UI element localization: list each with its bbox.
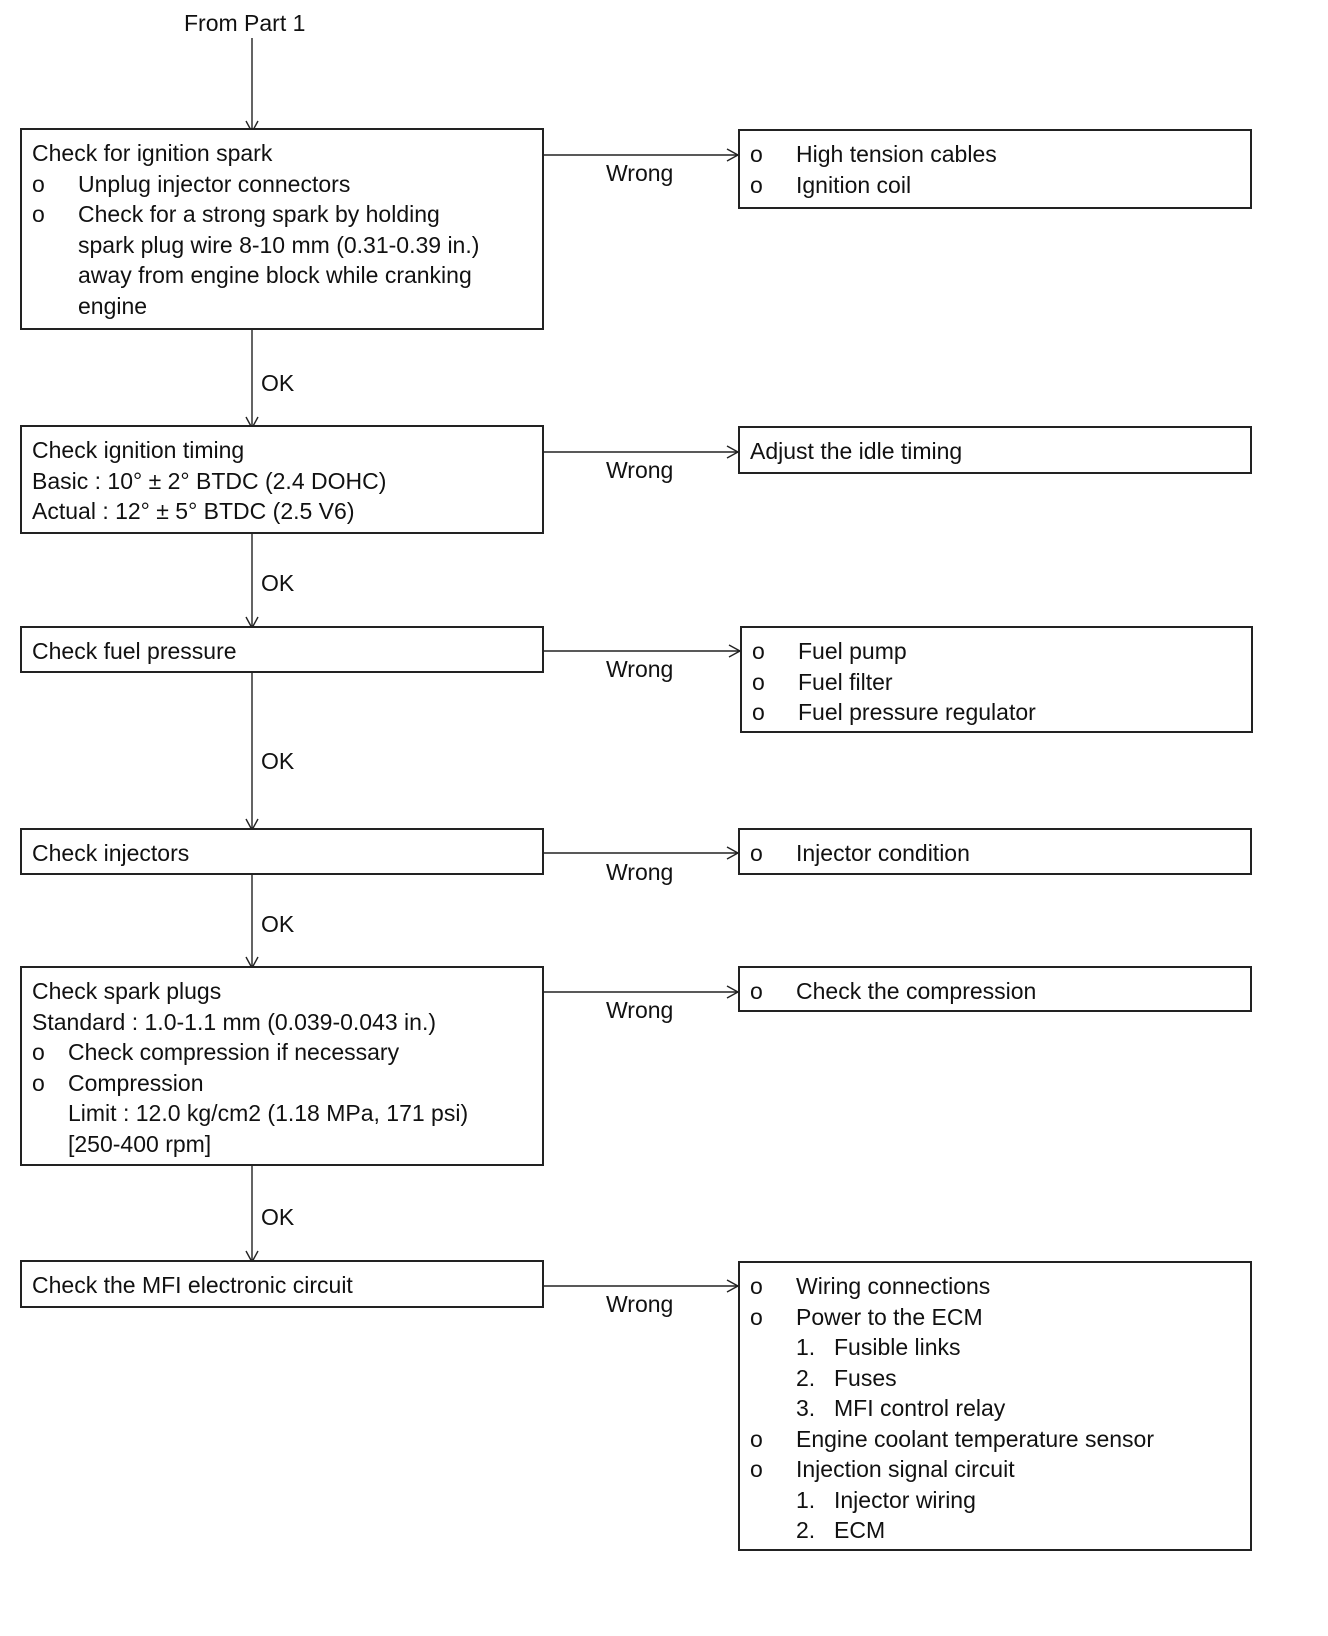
bullet-icon: o — [750, 978, 763, 1004]
bullet-icon: o — [32, 1039, 45, 1065]
bullet-icon: o — [32, 201, 45, 227]
step-text: engine — [78, 292, 148, 319]
cause-item: Adjust the idle timing — [750, 438, 963, 464]
ok-label: OK — [261, 748, 295, 774]
cause-item: Fuel filter — [798, 668, 893, 695]
ok-label: OK — [261, 1204, 295, 1230]
step-title: Check for ignition spark — [32, 140, 273, 166]
step-title: Check fuel pressure — [32, 638, 237, 664]
step-box-fuel-pressure — [20, 626, 544, 673]
sub-number: 2. — [796, 1364, 816, 1391]
step-text: away from engine block while cranking — [78, 262, 472, 288]
step-title: Check spark plugs — [32, 978, 222, 1004]
bullet-icon: o — [32, 170, 45, 197]
step-box-injectors — [20, 828, 544, 875]
step-title: Check ignition timing — [32, 437, 245, 463]
wrong-box-fuel-pressure — [740, 626, 1253, 733]
cause-item: Fuel pressure regulator — [798, 699, 1036, 725]
bullet-icon: o — [750, 141, 763, 167]
wrong-label: Wrong — [606, 1291, 674, 1317]
step-text: [250-400 rpm] — [68, 1130, 212, 1157]
bullet-icon: o — [750, 840, 763, 866]
wrong-box-injectors — [738, 828, 1252, 875]
ok-label: OK — [261, 570, 295, 596]
wrong-label: Wrong — [606, 160, 674, 186]
step-box-ignition-spark — [20, 128, 544, 330]
step-text: spark plug wire 8-10 mm (0.31-0.39 in.) — [78, 231, 480, 258]
cause-item: Ignition coil — [796, 171, 912, 198]
sub-item: Injector wiring — [834, 1486, 976, 1513]
sub-number: 2. — [796, 1517, 816, 1543]
step-bullet: Compression — [68, 1069, 204, 1096]
bullet-icon: o — [750, 1273, 763, 1299]
bullet-icon: o — [752, 668, 765, 695]
wrong-box-mfi-circuit — [738, 1261, 1252, 1551]
wrong-box-spark-plugs — [738, 966, 1252, 1012]
step-bullet: Check compression if necessary — [68, 1039, 400, 1065]
step-box-mfi-circuit — [20, 1260, 544, 1308]
step-title: Check injectors — [32, 840, 190, 866]
cause-item: Check the compression — [796, 978, 1037, 1004]
bullet-icon: o — [750, 1456, 763, 1482]
bullet-icon: o — [750, 1303, 763, 1330]
sub-item: MFI control relay — [834, 1395, 1006, 1421]
cause-item: Power to the ECM — [796, 1303, 983, 1330]
sub-item: Fuses — [834, 1364, 897, 1391]
cause-item: High tension cables — [796, 141, 997, 167]
step-title: Check the MFI electronic circuit — [32, 1272, 353, 1298]
bullet-icon: o — [750, 171, 763, 198]
ok-label: OK — [261, 911, 295, 937]
step-bullet: Check for a strong spark by holding — [78, 201, 440, 227]
step-text: Limit : 12.0 kg/cm2 (1.18 MPa, 171 psi) — [68, 1100, 469, 1126]
bullet-icon: o — [32, 1069, 45, 1096]
wrong-label: Wrong — [606, 997, 674, 1023]
sub-number: 3. — [796, 1395, 816, 1421]
wrong-label: Wrong — [606, 859, 674, 885]
step-spec: Standard : 1.0-1.1 mm (0.039-0.043 in.) — [32, 1008, 436, 1035]
wrong-label: Wrong — [606, 656, 674, 682]
step-spec: Actual : 12° ± 5° BTDC (2.5 V6) — [32, 498, 355, 524]
bullet-icon: o — [750, 1425, 763, 1452]
cause-item: Fuel pump — [798, 638, 907, 664]
wrong-label: Wrong — [606, 457, 674, 483]
step-box-ignition-timing — [20, 425, 544, 534]
sub-item: ECM — [834, 1517, 886, 1543]
ok-label: OK — [261, 370, 295, 396]
step-bullet: Unplug injector connectors — [78, 170, 351, 197]
wrong-box-ignition-spark — [738, 129, 1252, 209]
wrong-box-ignition-timing — [738, 426, 1252, 474]
cause-item: Wiring connections — [796, 1273, 991, 1299]
step-box-spark-plugs — [20, 966, 544, 1166]
cause-item: Injection signal circuit — [796, 1456, 1015, 1482]
sub-number: 1. — [796, 1486, 816, 1513]
bullet-icon: o — [752, 638, 765, 664]
bullet-icon: o — [752, 699, 765, 725]
cause-item: Engine coolant temperature sensor — [796, 1425, 1154, 1452]
sub-item: Fusible links — [834, 1334, 961, 1360]
step-spec: Basic : 10° ± 2° BTDC (2.4 DOHC) — [32, 467, 387, 494]
start-label: From Part 1 — [184, 10, 306, 36]
sub-number: 1. — [796, 1334, 816, 1360]
cause-item: Injector condition — [796, 840, 970, 866]
